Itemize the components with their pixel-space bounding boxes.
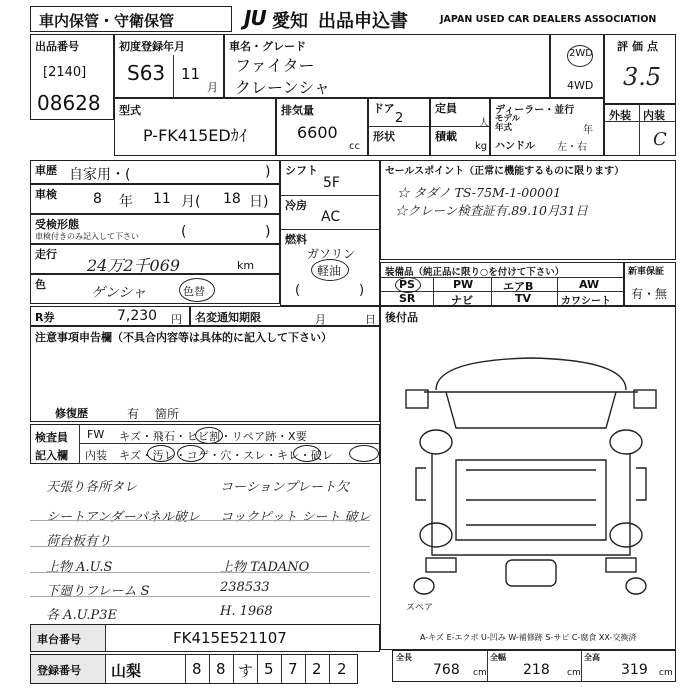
mileage-label: 走行 xyxy=(35,248,57,261)
color-change: 色替 xyxy=(183,285,205,298)
reg-digit-6: 2 xyxy=(337,660,347,678)
reception-row xyxy=(30,214,280,244)
note-underbody: 下廻りフレーム S xyxy=(46,584,150,599)
reception-sub: 車検付きのみ記入して下さい xyxy=(35,232,139,241)
history-row xyxy=(30,160,280,184)
year-unit: 年 xyxy=(583,125,593,136)
document-title: 出品申込書 xyxy=(318,11,408,32)
shift-fuel-block xyxy=(280,160,380,306)
displacement-unit: cc xyxy=(349,141,360,152)
first-reg-month: 11 xyxy=(181,65,201,83)
reg-digit-3: 5 xyxy=(264,660,274,678)
drive-2wd: 2WD xyxy=(569,48,593,59)
history-label: 車歴 xyxy=(35,164,57,177)
equip-pw: PW xyxy=(453,278,474,291)
interior-label: 内装 xyxy=(643,109,665,122)
fuel-close: ) xyxy=(359,283,365,298)
handle-label: ハンドル xyxy=(495,141,535,152)
capacity-label: 定員 xyxy=(435,102,457,115)
height-label: 全高 xyxy=(584,653,600,662)
month-unit: 月 xyxy=(207,81,218,94)
storage-note-box xyxy=(30,6,232,32)
width-label: 全幅 xyxy=(490,653,506,662)
history-close: ) xyxy=(265,164,271,180)
reception-label: 受検形態 xyxy=(35,218,79,231)
first-registration-cell xyxy=(114,34,224,98)
inspector-entry-label: 記入欄 xyxy=(35,449,68,462)
fw-items: キズ・飛石・ヒビ割・リペア跡・X要 xyxy=(119,430,308,443)
capacity-cell xyxy=(430,98,490,156)
car-name-label: 車名・グレード xyxy=(229,40,306,53)
dealer-label: ディーラー・並行 xyxy=(495,105,575,116)
aircon-value: AC xyxy=(321,209,341,225)
recycle-unit: 円 xyxy=(171,313,182,326)
ju-logo: JU xyxy=(244,6,266,30)
doors-value: 2 xyxy=(395,111,404,126)
inspection-row xyxy=(30,184,280,214)
new-warranty-box xyxy=(624,262,676,306)
equipment-label: 装備品（純正品に限り○を付けて下さい） xyxy=(385,267,565,278)
inspector-label: 検査員 xyxy=(35,431,68,444)
note-serial: 238533 xyxy=(220,580,270,595)
reception-close: ) xyxy=(265,224,271,240)
ext-int-cell xyxy=(604,104,676,156)
reg-kana: す xyxy=(238,662,254,680)
lot-label: 出品番号 xyxy=(35,40,79,53)
reg-digit-4: 7 xyxy=(288,660,298,678)
chassis-number: FK415E521107 xyxy=(173,629,287,647)
shift-value: 5F xyxy=(323,175,340,191)
fw-label: FW xyxy=(87,428,105,441)
car-grade: クレーンシャ xyxy=(235,78,330,97)
recycle-row xyxy=(30,306,190,326)
fuel-label: 燃料 xyxy=(285,233,307,246)
score-cell xyxy=(604,34,676,104)
fuel-open: ( xyxy=(295,283,301,298)
reg-digit-5: 2 xyxy=(312,660,322,678)
lot-number: 08628 xyxy=(37,91,101,115)
fuel-gasoline: ガソリン xyxy=(307,247,356,261)
interior-value: C xyxy=(653,129,667,150)
inspection-year-unit: 年 xyxy=(119,194,133,210)
repair-history-value: 有 xyxy=(127,407,140,421)
score-label: 評価点 xyxy=(617,40,662,53)
equip-airbag: エアB xyxy=(503,280,534,293)
lot-number-cell xyxy=(30,34,114,120)
doors-label: ドア xyxy=(373,102,395,115)
storage-note: 車内保管・守衛保管 xyxy=(39,12,175,30)
recycle-value: 7,230 xyxy=(117,308,158,324)
registration-region: 山梨 xyxy=(111,662,142,680)
note-cockpit-seat: コックピット シート 破レ xyxy=(220,510,371,525)
height-value: 319 xyxy=(621,662,648,678)
lot-sub: [2140] xyxy=(43,65,87,80)
chassis-row xyxy=(30,624,380,652)
doors-cell xyxy=(368,98,430,156)
mileage-value: 24万2千069 xyxy=(87,256,181,275)
model-year-label: モデル 年式 xyxy=(495,114,521,133)
postfix-label: 後付品 xyxy=(385,311,418,324)
width-unit: cm xyxy=(567,668,581,678)
registration-row xyxy=(30,654,358,684)
equip-tv: TV xyxy=(515,292,532,305)
length-unit: cm xyxy=(473,668,487,678)
equip-ps: PS xyxy=(399,278,415,291)
reg-digit-1: 8 xyxy=(192,660,202,678)
note-ceiling: 天張り各所タレ xyxy=(46,480,138,495)
displacement-value: 6600 xyxy=(297,123,338,142)
new-warranty-label: 新車保証 xyxy=(628,267,665,277)
inspection-label: 車検 xyxy=(35,188,57,201)
shape-label: 形状 xyxy=(373,130,395,143)
inspection-year: 8 xyxy=(93,191,102,207)
note-seat-under: シートアンダーパネル破レ xyxy=(46,510,200,525)
reception-open: ( xyxy=(181,224,187,240)
shift-label: シフト xyxy=(285,164,318,177)
equip-aw: AW xyxy=(579,278,600,291)
chassis-label: 車台番号 xyxy=(37,633,81,646)
handwritten-notes-area xyxy=(30,466,380,622)
spare-tire-label: スペア xyxy=(406,603,434,613)
car-name: ファイター xyxy=(235,56,315,75)
length-value: 768 xyxy=(433,662,460,678)
inspection-month: 11 xyxy=(153,191,171,207)
equip-leather-seat: カワシート xyxy=(561,296,611,307)
displacement-cell xyxy=(276,98,368,156)
recycle-label: R券 xyxy=(35,311,55,324)
mileage-unit: km xyxy=(237,259,255,272)
dimensions-row xyxy=(392,650,676,682)
length-label: 全長 xyxy=(396,653,412,662)
equip-sr: SR xyxy=(399,292,416,305)
notes-label: 注意事項申告欄（不具合内容等は具体的に記入して下さい） xyxy=(35,331,332,344)
note-upper-aus: 上物 A.U.S xyxy=(46,560,113,575)
sales-point-label: セールスポイント（正常に機能するものに限ります） xyxy=(385,166,625,177)
repair-history-suffix: 箇所 xyxy=(155,407,180,421)
model-cell xyxy=(114,98,276,156)
model-value: P-FK415EDｶｲ xyxy=(143,126,247,145)
name-change-day-unit: 日 xyxy=(365,313,376,326)
sales-point-line2: ☆クレーン検査証有.89.10月31日 xyxy=(395,203,588,218)
note-h1968: H. 1968 xyxy=(220,604,273,619)
registration-label: 登録番号 xyxy=(37,664,81,677)
note-caution-plate: コーションプレート欠 xyxy=(220,480,349,495)
car-name-cell xyxy=(224,34,550,98)
car-damage-diagram xyxy=(396,350,666,600)
inspector-box xyxy=(30,424,380,464)
inspection-day-unit: 日) xyxy=(249,194,269,210)
fuel-diesel: 軽油 xyxy=(317,264,342,278)
exterior-label: 外装 xyxy=(609,109,631,122)
drive-4wd: 4WD xyxy=(567,79,594,92)
repair-history-label: 修復歴 xyxy=(55,407,88,420)
interior-row-label: 内装 xyxy=(85,449,107,462)
load-unit: kg xyxy=(475,141,488,152)
width-value: 218 xyxy=(523,662,550,678)
equipment-box xyxy=(380,262,624,306)
mileage-row xyxy=(30,244,280,274)
note-upper-tadano: 上物 TADANO xyxy=(220,560,310,575)
interior-items: キズ・汚レ・コゲ・穴・スレ・キレ・破レ xyxy=(119,449,334,462)
equip-navi: ナビ xyxy=(451,294,473,307)
inspection-day: 18 xyxy=(223,191,241,207)
sales-point-box xyxy=(380,160,676,260)
displacement-label: 排気量 xyxy=(281,104,314,117)
name-change-month-unit: 月 xyxy=(315,313,326,326)
sales-point-line1: ☆ タダノ TS-75M-1-00001 xyxy=(397,185,562,200)
first-reg-year: S63 xyxy=(127,61,166,85)
inspection-month-unit: 月( xyxy=(181,194,201,210)
damage-legend: A-キズ E-エクボ U-凹み W-補修跡 S-サビ C-腐食 XX-交換済 xyxy=(420,633,637,642)
new-warranty-value: 有・無 xyxy=(631,287,668,301)
model-label: 型式 xyxy=(119,104,141,117)
note-aup3e: 各 A.U.P3E xyxy=(46,608,118,623)
note-bed: 荷台板有り xyxy=(46,534,112,549)
aircon-label: 冷房 xyxy=(285,199,307,212)
history-value: 自家用・( xyxy=(69,167,131,183)
color-label: 色 xyxy=(35,278,46,291)
handle-options: 左・右 xyxy=(557,142,587,153)
reg-digit-2: 8 xyxy=(216,660,226,678)
org-name: 愛知 xyxy=(272,11,308,32)
drive-cell xyxy=(550,34,604,98)
name-change-label: 名変通知期限 xyxy=(195,311,261,324)
dealer-cell xyxy=(490,98,604,156)
notes-box xyxy=(30,326,380,422)
height-unit: cm xyxy=(659,668,673,678)
score-value: 3.5 xyxy=(623,63,662,91)
first-reg-label: 初度登録年月 xyxy=(119,40,185,53)
color-value: ゲンシャ xyxy=(91,285,147,301)
association-name: JAPAN USED CAR DEALERS ASSOCIATION xyxy=(440,14,657,25)
color-row xyxy=(30,274,280,304)
capacity-unit: 人 xyxy=(479,118,489,129)
load-label: 積載 xyxy=(435,130,457,143)
name-change-row xyxy=(190,306,380,326)
